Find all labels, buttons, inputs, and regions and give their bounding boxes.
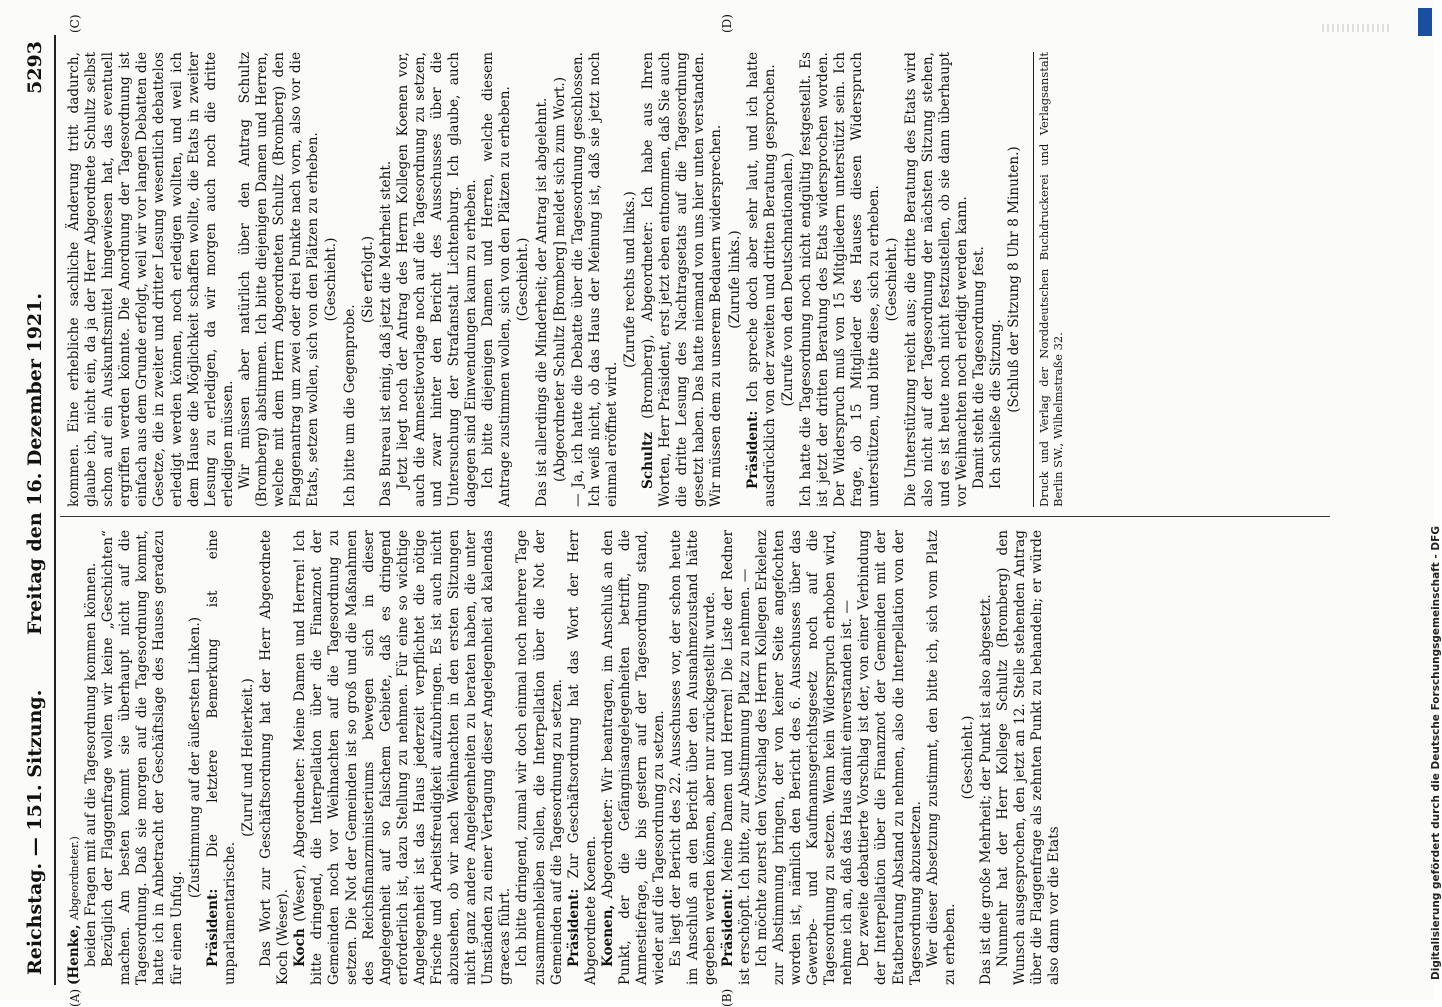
interjection: (Sie erfolgt.): [359, 235, 376, 324]
paragraph-text: Ich möchte zuerst den Vorschlag des Herrn Kollegen Erkelenz zur Abstimmung bringen, der von keiner Seite angefochten worden ist, nämlich den Bericht des 6. Ausschusses über das Gewerbe- und Kaufmannsgerichtsgesetz noch auf die Tagesordnung zu setzen. Wenn kein Widerspruch erhoben wird, nehme ich an, daß das Haus damit einverstanden ist. —: [753, 530, 856, 985]
paragraph: [668, 530, 719, 985]
paragraph: [514, 530, 565, 985]
page-header: [20, 35, 56, 985]
paragraph-text: Ich bitte dringend, zumal wir doch einmal noch mehrere Tage zusammenbleiben sollen, die Interpellation über die Not der Gemeinden auf die Tagesordnung zu setzen.: [514, 530, 565, 985]
speaker-name: Präsident:: [204, 888, 221, 967]
scan-artifact: [1322, 24, 1392, 32]
speaker-name: Schultz: [640, 431, 657, 489]
margin-mark-b: (B): [720, 988, 734, 1007]
paragraph: [480, 52, 514, 507]
margin-mark-d: (D): [720, 14, 734, 33]
paragraph: [856, 530, 924, 985]
imprint: Druck und Verlag der Norddeutschen Buchdruckerei und Verlagsanstalt Berlin SW., Wilhelmstraße 32.: [1033, 52, 1065, 507]
paragraph-text: Ich hatte die Tagesordnung noch nicht endgültig festgestellt. Es ist jetzt der dritten Beratung des Etats widersprochen worden. Der Widerspruch muß von 15 Mitgliedern unterstützt sein. Ich frage, ob 15 Mitglieder des Hauses diesen Widerspruch unterstützen, und bitte diese, sich zu erheben.: [797, 52, 883, 507]
header-date: Freitag den 16. Dezember 1921.: [24, 293, 46, 635]
paragraph-text: (Weser), Abgeordneter: Meine Damen und Herren! Ich bitte dringend, die Interpellation über die Finanznot der Gemeinden noch vor Weihnachten auf die Tagesordnung zu setzen. Die Not der Gemeinden ist so groß und die Maßnahmen des Reichsfinanzministeriums bewegen sich in dieser Angelegenheit auf so falschem Gebiete, daß es dringend erforderlich ist, dazu Stellung zu nehmen. Für eine so wichtige Angelegenheit ist das Haus jederzeit verpflichtet die nötige Frische und Arbeitsfreudigkeit aufzubringen. Es ist auch nicht abzusehen, ob wir nach Weihnachten in den ersten Sitzungen nicht ganz andere Angelegenheiten zu beraten haben, die unter Umständen zu einer Vertagung dieser Angelegenheit ad kalendas graecas führt.: [292, 530, 514, 985]
paragraph-text: Wir müssen aber natürlich über den Antrag Schultz (Bromberg) abstimmen. Ich bitte diejenigen Damen und Herren, welche mit dem Herrn Abgeordneten Schultz (Bromberg) den Flaggenantrag um zwei oder drei Punkte nach vorn, also vor die Etats, setzen wollen, sich von den Plätzen zu erheben.: [236, 52, 322, 507]
paragraph: [100, 530, 185, 985]
paragraph: [534, 52, 551, 507]
paragraph-text: — Ja, ich hatte die Debatte über die Tagesordnung geschlossen. Ich weiß nicht, ob das Haus der Meinung ist, daß sie jetzt noch einmal eröffnet wird.: [569, 52, 620, 507]
digitization-note-text: Digitalisierung gefördert durch die Deutsche Forschungsgemeinschaft - DFG: [1430, 526, 1442, 980]
margin-mark-a: (A): [68, 988, 82, 1007]
paragraph-text: Das ist die große Mehrheit; der Punkt ist also abgesetzt.: [977, 594, 994, 985]
paragraph-text: kommen. Eine erhebliche sachliche Änderung tritt dadurch, glaube ich, nicht ein, da ja der Herr Abgeordnete Schultz selbst schon auf ein Auskunftsmittel hingewiesen hat, das eventuell ergriffen werden könnte. Die Anordnung der Tagesordnung ist einfach aus dem Grunde erfolgt, weil wir vor langen Debatten die Gesetze, die in zweiter und dritter Lesung wesentlich debattelos erledigt werden können, noch erledigen wollten, und weil ich dem Hause die Möglichkeit schaffen wollte, die Etats in zweiter Lesung zu erledigen, da wir morgen auch noch die dritte erledigen müssen.: [66, 52, 236, 507]
interjection: (Zurufe rechts und links.): [622, 191, 638, 368]
paragraph: [903, 52, 971, 507]
paragraph-text: Abgeordneter: Wir beantragen, im Anschluß an den Punkt, der die Gefängnisangelegenheiten betrifft, die Amnestiefrage, die bis gestern auf der Tagesordnung stand, wieder auf die Tagesordnung zu setzen.: [599, 529, 668, 985]
speaker-name: (Henke,: [66, 924, 82, 985]
paragraph: [995, 530, 1063, 985]
paragraph: [798, 52, 883, 507]
interjection: (Geschieht.): [323, 237, 340, 322]
paragraph: [292, 530, 514, 985]
paragraph-text: Die letztere Bemerkung ist eine unparlamentarische.: [204, 530, 238, 985]
speaker-continuation: [66, 530, 83, 985]
interjection: (Abgeordneter Schultz [Bromberg] meldet sich zum Wort.): [551, 76, 568, 483]
paragraph-text: Nunmehr hat der Herr Kollege Schultz (Bromberg) den Wunsch ausgesprochen, den jetzt an 12. Stelle stehenden Antrag über die Flaggenfrage als zehnten Punkt zu behandeln; er würde also dann vor die Etats: [995, 530, 1063, 985]
paragraph: [600, 530, 668, 985]
paragraph: [83, 530, 100, 985]
interjection: (Zuruf und Heiterkeit.): [239, 678, 256, 837]
paragraph: [237, 52, 322, 507]
paragraph-text: Zur Geschäftsordnung hat das Wort der Herr Abgeordnete Koenen.: [565, 530, 599, 985]
interjection: (Geschieht.): [884, 237, 901, 322]
paragraph: [258, 530, 292, 985]
speaker-name: Koch: [292, 928, 309, 967]
paragraph: [925, 530, 959, 985]
paragraph-text: Das Wort zur Geschäftsordnung hat der Herr Abgeordnete Koch (Weser).: [258, 530, 292, 985]
paragraph: [66, 52, 237, 507]
paragraph: [978, 530, 995, 985]
speaker-name: Präsident:: [744, 410, 761, 489]
interjection: (Zurufe von den Deutschnationalen.): [779, 152, 796, 407]
interjection: (Geschieht.): [515, 237, 532, 322]
paragraph-text: Damit steht die Tagesordnung fest.: [970, 246, 987, 489]
paragraph: [720, 530, 754, 985]
rotated-newspaper-page: [20, 14, 1390, 1007]
paragraph-text: Die Unterstützung reicht aus; die dritte Beratung des Etats wird also nicht auf der Tagesordnung der nächsten Sitzung stehen, und es ist heute noch nicht festzustellen, ob sie dann überhaupt vor Weihnachten noch erledigt werden kann.: [902, 52, 970, 507]
paragraph: [988, 52, 1005, 507]
left-column: [66, 530, 1063, 985]
page-number: 5293: [24, 41, 46, 94]
paragraph-text: Meine Damen und Herren! Die Liste der Redner ist erschöpft. Ich bitte, zur Abstimmung Platz zu nehmen. —: [719, 530, 753, 985]
paragraph-text: Ich bitte um die Gegenprobe.: [341, 304, 358, 507]
digitization-note: [1418, 10, 1442, 990]
paragraph-text: Das Bureau ist einig, daß jetzt die Mehrheit steht.: [377, 160, 394, 507]
paragraph: [640, 52, 725, 507]
interjection: (Schluß der Sitzung 8 Uhr 8 Minuten.): [1006, 146, 1023, 413]
paragraph-text: Wer dieser Absetzung zustimmt, den bitte ich, sich vom Platz zu erheben.: [924, 530, 958, 985]
paragraph-text: Bezüglich der Flaggenfrage wollen wir keine „Geschichten“ machen. Am besten kommt sie überhaupt nicht auf die Tagesordnung. Daß sie morgen auf die Tagesordnung kommt, hatte ich in Anbetracht der Geschäftslage des Hauses geradezu für einen Unfug.: [100, 530, 185, 985]
speaker-name: Präsident:: [565, 888, 582, 967]
paragraph: [205, 530, 239, 985]
interjection: (Zustimmung auf der äußersten Linken.): [186, 616, 203, 899]
paragraph-text: Ich schließe die Sitzung.: [987, 319, 1004, 489]
interjection: (Zurufe links.): [726, 230, 743, 329]
paragraph: [395, 52, 480, 507]
paragraph: [745, 52, 779, 507]
interjection: (Geschieht.): [959, 715, 976, 800]
right-column: [66, 52, 1077, 507]
speaker-name: Präsident:: [719, 888, 736, 967]
paragraph: [570, 52, 621, 507]
column-divider: [60, 516, 1330, 517]
paragraph: [566, 530, 600, 985]
header-left: Reichstag. — 151. Sitzung.: [24, 689, 46, 975]
margin-mark-c: (C): [68, 14, 82, 33]
speaker-name: Koenen,: [599, 904, 616, 967]
paragraph-text: Das ist allerdings die Minderheit; der Antrag ist abgelehnt.: [533, 97, 550, 507]
paragraph-text: Ich spreche doch aber sehr laut, und ich hatte ausdrücklich von der zweiten und dritten Beratung gesprochen.: [744, 52, 778, 507]
paragraph: [754, 530, 857, 985]
paragraph-text: (Bromberg), Abgeordneter: Ich habe aus Ihren Worten, Herr Präsident, erst jetzt eben entnommen, daß Sie auch die dritte Lesung des Nachtragsetats auf die Tagesordnung gesetzt haben. Das hatte niemand von uns hier unten verstanden. Wir müssen dem zu unserem Bedauern widersprechen.: [640, 52, 725, 507]
paragraph: [971, 52, 988, 507]
speaker-role: Abgeordneter.): [68, 836, 81, 921]
paragraph-text: Ich bitte diejenigen Damen und Herren, welche diesem Antrage zustimmen wollen, sich von den Plätzen zu erheben.: [480, 52, 514, 507]
paragraph: [342, 52, 359, 507]
paragraph-text: Der zweite debattierte Vorschlag ist der, von einer Verbindung der Interpellation über die Finanznot der Gemeinden mit der Etatberatung Abstand zu nehmen, also die Interpellation von der Tagesordnung abzusetzen.: [856, 530, 924, 985]
paragraph-text: beiden Fragen mit auf die Tagesordnung kommen können.: [83, 562, 100, 967]
paragraph-text: Jetzt liegt noch der Antrag des Herrn Kollegen Koenen vor, auch die Amnestievorlage noch auf die Tagesordnung zu setzen, und zwar hinter den Bericht des Ausschusses über die Untersuchung der Strafanstalt Lichtenburg. Ich glaube, auch dagegen sind Einwendungen kaum zu erheben.: [394, 52, 480, 507]
paragraph: [378, 52, 395, 507]
paragraph-text: Es liegt der Bericht des 22. Ausschusses vor, der schon heute im Anschluß an den Bericht über den Ausnahmezustand hätte gegeben werden können, aber nur zurückgestellt wurde.: [668, 530, 719, 985]
